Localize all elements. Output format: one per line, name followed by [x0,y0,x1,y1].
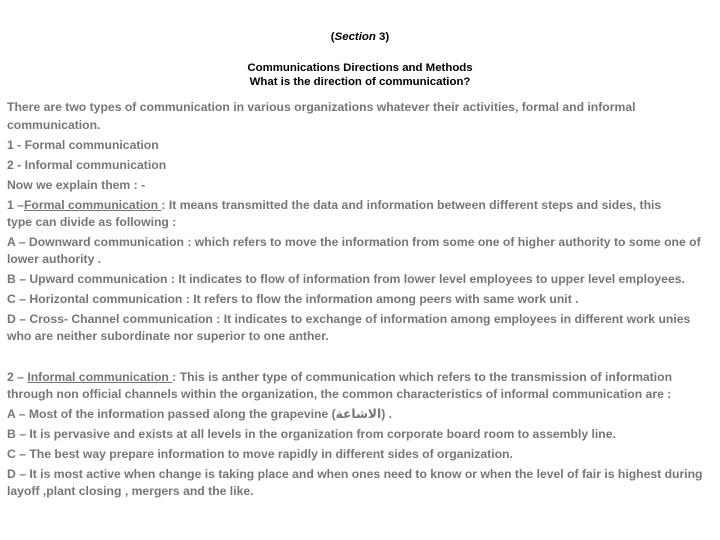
formal-d-line-2: who are neither subordinate nor superior to one anther. [7,329,329,343]
informal-a-post: ) . [381,407,393,421]
formal-a-line-1: A – Downward communication : which refers to move the information from some one of higher authority to some one of [7,235,701,249]
section-number: 3) [375,31,390,43]
intro-line-2: communication. [7,118,101,132]
page-subtitle-question: What is the direction of communication? [249,76,471,88]
informal-prefix: 2 – [7,370,28,384]
informal-definition: : This is anther type of communication which refers to the transmission of information [172,370,673,384]
formal-c-line: C – Horizontal communication : It refers to flow the information among peers with same work unit . [7,292,579,306]
informal-b-line: B – It is pervasive and exists at all levels in the organization from corporate board room to assembly line. [7,427,616,441]
informal-d-line-1: D – It is most active when change is taking place and when ones need to know or when the level of fair is highest during [7,467,703,481]
informal-label: Informal communication [27,370,173,384]
formal-prefix: 1 – [7,198,24,212]
informal-c-line: C – The best way prepare information to move rapidly in different sides of organization. [7,447,513,461]
informal-d-line-2: layoff ,plant closing , mergers and the like. [7,484,254,498]
section-open: ( [330,31,335,43]
list-item-formal: 1 - Formal communication [7,138,159,152]
informal-heading-line [7,369,715,387]
informal-line-2: through non official channels within the organization, the common characteristics of informal communication are : [7,387,672,401]
formal-definition: : It means transmitted the data and information between different steps and sides, this [161,198,662,212]
informal-a-arabic-term: الاشاعة [335,407,382,421]
formal-a-line-2: lower authority . [7,252,102,266]
formal-b-line: B – Upward communication : It indicates to flow of information from lower level employees to upper level employees. [7,272,685,286]
formal-line-2: type can divide as following : [7,215,177,229]
page-title: Communications Directions and Methods [247,62,473,74]
formal-heading-line [7,197,715,215]
explain-line: Now we explain them : - [7,178,146,192]
formal-d-line-1: D – Cross- Channel communication : It indicates to exchange of information among employees in different work unies [7,312,691,326]
formal-label: Formal communication [23,198,162,212]
section-word: Section [334,31,376,43]
intro-line-1: There are two types of communication in various organizations whatever their activities, formal and informal [7,100,636,114]
informal-a-line [7,406,715,424]
list-item-informal: 2 - Informal communication [7,158,167,172]
informal-a-pre: A – Most of the information passed along the grapevine ( [7,407,336,421]
section-heading [0,30,720,44]
